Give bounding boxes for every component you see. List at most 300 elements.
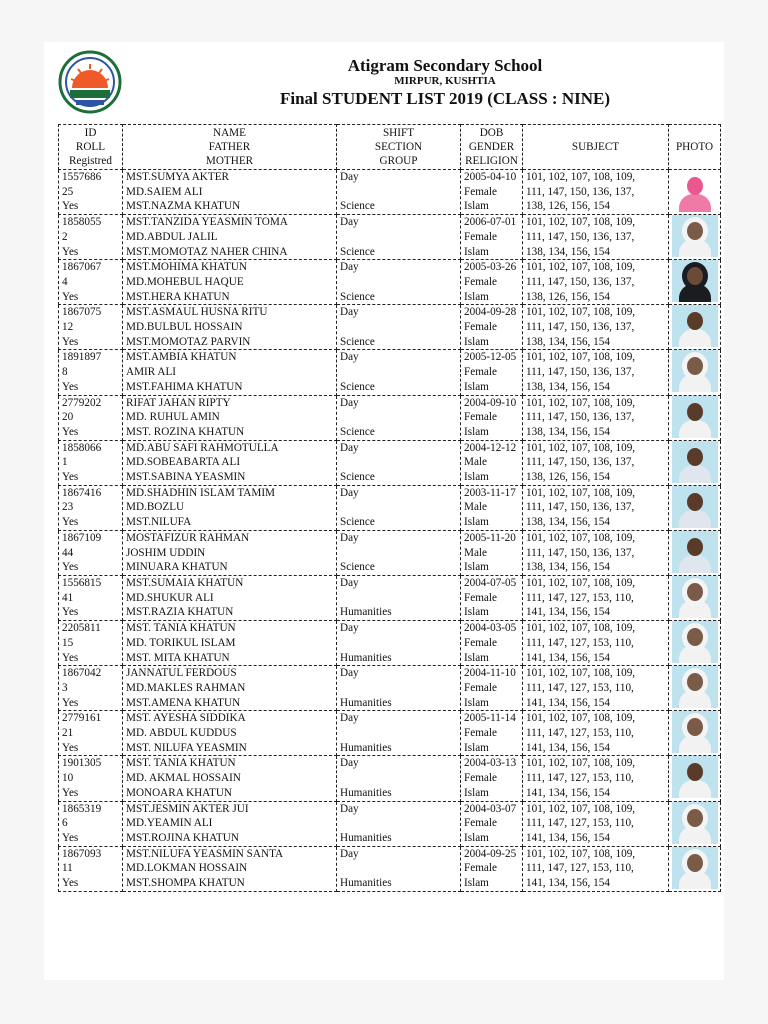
subject-line: 111, 147, 150, 136, 137,: [526, 230, 635, 243]
cell-shift: [337, 666, 461, 711]
student-shift: Day: [340, 351, 359, 364]
cell-photo: [669, 485, 721, 530]
student-registered: Yes: [62, 831, 79, 844]
student-group: Science: [340, 380, 375, 393]
cell-shift: [337, 395, 461, 440]
student-group: Humanities: [340, 606, 392, 619]
cell-photo: [669, 846, 721, 891]
photo-body-shape: [679, 465, 711, 483]
student-table: [58, 124, 721, 892]
student-shift: Day: [340, 802, 359, 815]
table-row: [59, 170, 721, 215]
student-religion: Islam: [464, 741, 489, 754]
student-photo-icon: [672, 802, 718, 844]
header-registered-line: Registred: [69, 155, 112, 167]
subject-line: 101, 102, 107, 108, 109,: [526, 847, 636, 860]
cell-id: [59, 846, 123, 891]
header-mother-line: MOTHER: [205, 155, 254, 167]
cell-photo: [669, 711, 721, 756]
cell-dob: [461, 350, 523, 395]
list-title: Final STUDENT LIST 2019 (CLASS : NINE): [279, 89, 610, 108]
student-dob: 2004-09-25: [464, 847, 517, 860]
cell-photo: [669, 801, 721, 846]
student-roll: 20: [62, 411, 74, 424]
father-name: MD.MOHEBUL HAQUE: [126, 275, 244, 288]
student-group: Humanities: [340, 651, 392, 664]
photo-head-shape: [687, 403, 703, 421]
student-id: 1867416: [62, 486, 102, 499]
student-religion: Islam: [464, 290, 489, 303]
cell-id: [59, 395, 123, 440]
student-gender: Female: [464, 681, 497, 694]
cell-shift: [337, 575, 461, 620]
cell-shift: [337, 350, 461, 395]
table-row: [59, 756, 721, 801]
student-name: MST. AYESHA SIDDIKA: [126, 712, 246, 725]
student-registered: Yes: [62, 696, 79, 709]
cell-dob: [461, 530, 523, 575]
student-photo-icon: [672, 711, 718, 753]
cell-dob: [461, 756, 523, 801]
cell-id: [59, 530, 123, 575]
student-photo-icon: [672, 305, 718, 347]
cell-id: [59, 666, 123, 711]
student-name: MD.SHADHIN ISLAM TAMIM: [126, 486, 276, 499]
header-father-line: FATHER: [208, 141, 251, 153]
cell-shift: [337, 711, 461, 756]
cell-subject: [523, 305, 669, 350]
student-roll: 15: [62, 636, 74, 649]
student-dob: 2003-11-17: [464, 486, 516, 499]
student-photo-icon: [672, 486, 718, 528]
cell-dob: [461, 575, 523, 620]
photo-head-shape: [687, 583, 703, 601]
cell-shift: [337, 756, 461, 801]
student-dob: 2004-09-28: [464, 306, 517, 319]
cell-photo: [669, 395, 721, 440]
subject-line: 111, 147, 127, 153, 110,: [526, 681, 634, 694]
cell-shift: [337, 801, 461, 846]
student-group: Science: [340, 471, 375, 484]
father-name: MD.SOBEABARTA ALI: [126, 456, 241, 469]
student-id: 1867042: [62, 667, 102, 680]
student-group: Science: [340, 561, 375, 574]
mother-name: MINUARA KHATUN: [126, 561, 228, 574]
student-id: 1867093: [62, 847, 102, 860]
header-roll-line: ROLL: [75, 141, 106, 153]
student-id: 1867109: [62, 531, 102, 544]
cell-name: [123, 305, 337, 350]
student-gender: Female: [464, 411, 497, 424]
cell-subject: [523, 846, 669, 891]
cell-name: [123, 621, 337, 666]
subject-line: 138, 134, 156, 154: [526, 561, 610, 574]
student-dob: 2006-07-01: [464, 216, 517, 229]
subject-line: 111, 147, 150, 136, 137,: [526, 321, 635, 334]
student-id: 1556815: [62, 576, 102, 589]
cell-subject: [523, 485, 669, 530]
cell-photo: [669, 756, 721, 801]
photo-head-shape: [687, 718, 703, 736]
subject-line: 101, 102, 107, 108, 109,: [526, 306, 636, 319]
student-religion: Islam: [464, 425, 489, 438]
mother-name: MST.NILUFA: [126, 516, 192, 529]
cell-dob: [461, 666, 523, 711]
cell-name: [123, 350, 337, 395]
cell-dob: [461, 215, 523, 260]
photo-head-shape: [687, 854, 703, 872]
student-registered: Yes: [62, 561, 79, 574]
student-religion: Islam: [464, 516, 489, 529]
student-gender: Female: [464, 591, 497, 604]
student-group: Humanities: [340, 696, 392, 709]
photo-head-shape: [687, 357, 703, 375]
header-section-line: SECTION: [374, 141, 423, 153]
cell-dob: [461, 621, 523, 666]
student-registered: Yes: [62, 651, 79, 664]
photo-head-shape: [687, 312, 703, 330]
student-name: MOSTAFIZUR RAHMAN: [126, 531, 250, 544]
student-shift: Day: [340, 847, 359, 860]
student-photo-icon: [672, 350, 718, 392]
subject-line: 141, 134, 156, 154: [526, 877, 610, 890]
subject-line: 101, 102, 107, 108, 109,: [526, 622, 636, 635]
father-name: MD.BULBUL HOSSAIN: [126, 321, 243, 334]
student-group: Science: [340, 290, 375, 303]
cell-shift: [337, 440, 461, 485]
student-shift: Day: [340, 171, 359, 183]
student-gender: Female: [464, 636, 497, 649]
father-name: MD. AKMAL HOSSAIN: [126, 772, 241, 785]
student-religion: Islam: [464, 561, 489, 574]
student-id: 2779202: [62, 396, 102, 409]
subject-line: 111, 147, 150, 136, 137,: [526, 411, 635, 424]
student-shift: Day: [340, 486, 359, 499]
student-name: MD.ABU SAFI RAHMOTULLA: [126, 441, 279, 454]
subject-line: 111, 147, 150, 136, 137,: [526, 275, 635, 288]
table-row: [59, 440, 721, 485]
mother-name: MST.SHOMPA KHATUN: [126, 877, 245, 890]
subject-line: 138, 134, 156, 154: [526, 245, 610, 258]
student-roll: 44: [62, 546, 74, 559]
student-id: 1891897: [62, 351, 102, 364]
header-id-line: ID: [84, 127, 97, 139]
student-gender: Male: [464, 546, 487, 559]
photo-body-shape: [679, 600, 711, 618]
student-dob: 2004-11-10: [464, 667, 516, 680]
photo-body-shape: [679, 645, 711, 663]
cell-shift: [337, 305, 461, 350]
student-name: MST.AMBIA KHATUN: [126, 351, 237, 364]
student-id: 1901305: [62, 757, 102, 770]
subject-line: 111, 147, 127, 153, 110,: [526, 772, 634, 785]
student-registered: Yes: [62, 741, 79, 754]
student-registered: Yes: [62, 425, 79, 438]
student-religion: Islam: [464, 651, 489, 664]
student-photo-icon: [672, 170, 718, 212]
table-row: [59, 485, 721, 530]
photo-head-shape: [687, 177, 703, 195]
table-row: [59, 575, 721, 620]
header-religion-line: RELIGION: [465, 155, 518, 167]
photo-head-shape: [687, 448, 703, 466]
cell-shift: [337, 621, 461, 666]
mother-name: MST.NAZMA KHATUN: [126, 200, 241, 213]
cell-photo: [669, 530, 721, 575]
subject-line: 138, 126, 156, 154: [526, 471, 610, 484]
student-dob: 2005-12-05: [464, 351, 517, 364]
mother-name: MST.ROJINA KHATUN: [126, 831, 239, 844]
student-name: RIFAT JAHAN RIPTY: [126, 396, 231, 409]
student-registered: Yes: [62, 245, 79, 258]
student-roll: 8: [62, 366, 68, 379]
cell-name: [123, 485, 337, 530]
student-registered: Yes: [62, 200, 79, 213]
photo-body-shape: [679, 284, 711, 302]
student-name: MST. TANIA KHATUN: [126, 622, 236, 635]
father-name: MD. TORIKUL ISLAM: [126, 636, 236, 649]
cell-subject: [523, 756, 669, 801]
student-registered: Yes: [62, 877, 79, 890]
student-id: 1858055: [62, 216, 102, 229]
student-roll: 11: [62, 862, 73, 875]
cell-id: [59, 801, 123, 846]
cell-name: [123, 575, 337, 620]
cell-subject: [523, 440, 669, 485]
student-shift: Day: [340, 712, 359, 725]
subject-line: 101, 102, 107, 108, 109,: [526, 576, 636, 589]
student-photo-icon: [672, 576, 718, 618]
school-location: MIRPUR, KUSHTIA: [394, 75, 496, 87]
subject-line: 101, 102, 107, 108, 109,: [526, 171, 636, 183]
student-registered: Yes: [62, 380, 79, 393]
subject-line: 141, 134, 156, 154: [526, 741, 610, 754]
student-shift: Day: [340, 396, 359, 409]
student-dob: 2004-03-13: [464, 757, 517, 770]
cell-name: [123, 440, 337, 485]
subject-line: 141, 134, 156, 154: [526, 831, 610, 844]
photo-body-shape: [679, 374, 711, 392]
student-roll: 12: [62, 321, 74, 334]
mother-name: MST.SABINA YEASMIN: [126, 471, 246, 484]
cell-photo: [669, 215, 721, 260]
subject-line: 101, 102, 107, 108, 109,: [526, 667, 636, 680]
mother-name: MST.AMENA KHATUN: [126, 696, 241, 709]
student-name: MST.TANZIDA YEASMIN TOMA: [126, 216, 288, 229]
subject-line: 138, 134, 156, 154: [526, 516, 610, 529]
father-name: MD.LOKMAN HOSSAIN: [126, 862, 248, 875]
cell-dob: [461, 846, 523, 891]
student-gender: Female: [464, 321, 497, 334]
cell-photo: [669, 575, 721, 620]
subject-line: 111, 147, 127, 153, 110,: [526, 636, 634, 649]
student-dob: 2004-07-05: [464, 576, 517, 589]
cell-shift: [337, 260, 461, 305]
student-photo-icon: [672, 666, 718, 708]
header-dob: [461, 125, 523, 170]
mother-name: MST.MOMOTAZ NAHER CHINA: [126, 245, 288, 258]
cell-subject: [523, 575, 669, 620]
student-group: Science: [340, 425, 375, 438]
table-row: [59, 666, 721, 711]
student-photo-icon: [672, 396, 718, 438]
photo-body-shape: [679, 555, 711, 573]
student-roll: 2: [62, 230, 68, 243]
student-gender: Female: [464, 727, 497, 740]
student-dob: 2004-12-12: [464, 441, 517, 454]
cell-subject: [523, 395, 669, 440]
student-gender: Female: [464, 772, 497, 785]
subject-line: 141, 134, 156, 154: [526, 786, 610, 799]
table-row: [59, 846, 721, 891]
header-id: [59, 125, 123, 170]
header-name-line: NAME: [213, 127, 246, 139]
cell-dob: [461, 711, 523, 756]
cell-subject: [523, 215, 669, 260]
mother-name: MST.MOMOTAZ PARVIN: [126, 335, 251, 348]
father-name: MD.SHUKUR ALI: [126, 591, 214, 604]
student-gender: Female: [464, 817, 497, 830]
cell-photo: [669, 260, 721, 305]
student-group: Science: [340, 245, 375, 258]
cell-subject: [523, 801, 669, 846]
photo-body-shape: [679, 690, 711, 708]
subject-line: 101, 102, 107, 108, 109,: [526, 486, 636, 499]
student-registered: Yes: [62, 471, 79, 484]
cell-id: [59, 575, 123, 620]
cell-dob: [461, 395, 523, 440]
student-photo-icon: [672, 260, 718, 302]
student-registered: Yes: [62, 786, 79, 799]
subject-line: 138, 134, 156, 154: [526, 425, 610, 438]
subject-line: 111, 147, 127, 153, 110,: [526, 591, 634, 604]
cell-name: [123, 711, 337, 756]
student-group: Science: [340, 516, 375, 529]
mother-name: MONOARA KHATUN: [126, 786, 232, 799]
cell-name: [123, 666, 337, 711]
student-gender: Female: [464, 366, 497, 379]
student-name: JANNATUL FERDOUS: [126, 667, 237, 680]
student-dob: 2005-11-14: [464, 712, 516, 725]
student-id: 1867075: [62, 306, 102, 319]
student-religion: Islam: [464, 471, 489, 484]
cell-id: [59, 621, 123, 666]
subject-line: 101, 102, 107, 108, 109,: [526, 351, 636, 364]
cell-subject: [523, 260, 669, 305]
student-shift: Day: [340, 261, 359, 274]
student-gender: Female: [464, 275, 497, 288]
subject-line: 101, 102, 107, 108, 109,: [526, 531, 636, 544]
subject-line: 101, 102, 107, 108, 109,: [526, 396, 636, 409]
student-photo-icon: [672, 756, 718, 798]
photo-head-shape: [687, 809, 703, 827]
photo-head-shape: [687, 673, 703, 691]
cell-id: [59, 215, 123, 260]
header-group-line: GROUP: [379, 155, 418, 167]
photo-head-shape: [687, 538, 703, 556]
photo-head-shape: [687, 493, 703, 511]
student-name: MST.NILUFA YEASMIN SANTA: [126, 847, 284, 860]
subject-line: 111, 147, 127, 153, 110,: [526, 727, 634, 740]
header-name: [123, 125, 337, 170]
cell-name: [123, 756, 337, 801]
cell-dob: [461, 485, 523, 530]
photo-body-shape: [679, 194, 711, 212]
subject-line: 111, 147, 150, 136, 137,: [526, 501, 635, 514]
student-gender: Male: [464, 456, 487, 469]
mother-name: MST. MITA KHATUN: [126, 651, 230, 664]
subject-line: 138, 134, 156, 154: [526, 335, 610, 348]
student-religion: Islam: [464, 696, 489, 709]
student-shift: Day: [340, 576, 359, 589]
subject-line: 111, 147, 150, 136, 137,: [526, 546, 635, 559]
student-photo-icon: [672, 441, 718, 483]
student-gender: Female: [464, 230, 497, 243]
cell-name: [123, 530, 337, 575]
father-name: MD.YEAMIN ALI: [126, 817, 213, 830]
cell-name: [123, 260, 337, 305]
mother-name: MST. ROZINA KHATUN: [126, 425, 245, 438]
subject-line: 101, 102, 107, 108, 109,: [526, 802, 636, 815]
student-religion: Islam: [464, 831, 489, 844]
cell-shift: [337, 215, 461, 260]
cell-dob: [461, 170, 523, 215]
school-name: Atigram Secondary School: [347, 56, 543, 75]
cell-id: [59, 440, 123, 485]
subject-line: 101, 102, 107, 108, 109,: [526, 757, 636, 770]
cell-subject: [523, 170, 669, 215]
student-id: 1867067: [62, 261, 102, 274]
subject-line: 111, 147, 150, 136, 137,: [526, 185, 635, 198]
cell-dob: [461, 260, 523, 305]
cell-name: [123, 846, 337, 891]
student-photo-icon: [672, 215, 718, 257]
student-photo-icon: [672, 531, 718, 573]
student-roll: 1: [62, 456, 68, 469]
student-dob: 2004-03-05: [464, 622, 517, 635]
student-gender: Female: [464, 862, 497, 875]
student-roll: 25: [62, 185, 74, 198]
student-roll: 4: [62, 275, 68, 288]
mother-name: MST.RAZIA KHATUN: [126, 606, 234, 619]
cell-dob: [461, 440, 523, 485]
cell-photo: [669, 170, 721, 215]
student-shift: Day: [340, 667, 359, 680]
cell-id: [59, 170, 123, 215]
header-shift-line: SHIFT: [382, 127, 415, 139]
header-dob-line: DOB: [479, 127, 504, 139]
student-shift: Day: [340, 622, 359, 635]
student-name: MST.MOHIMA KHATUN: [126, 261, 247, 274]
cell-dob: [461, 305, 523, 350]
student-shift: Day: [340, 441, 359, 454]
subject-line: 138, 126, 156, 154: [526, 200, 610, 213]
subject-line: 138, 134, 156, 154: [526, 380, 610, 393]
student-shift: Day: [340, 306, 359, 319]
photo-body-shape: [679, 239, 711, 257]
student-religion: Islam: [464, 606, 489, 619]
cell-id: [59, 485, 123, 530]
student-photo-icon: [672, 847, 718, 889]
cell-id: [59, 260, 123, 305]
student-registered: Yes: [62, 335, 79, 348]
cell-subject: [523, 666, 669, 711]
cell-subject: [523, 711, 669, 756]
student-religion: Islam: [464, 335, 489, 348]
student-gender: Male: [464, 501, 487, 514]
student-name: MST.ASMAUL HUSNA RITU: [126, 306, 268, 319]
subject-line: 101, 102, 107, 108, 109,: [526, 216, 636, 229]
